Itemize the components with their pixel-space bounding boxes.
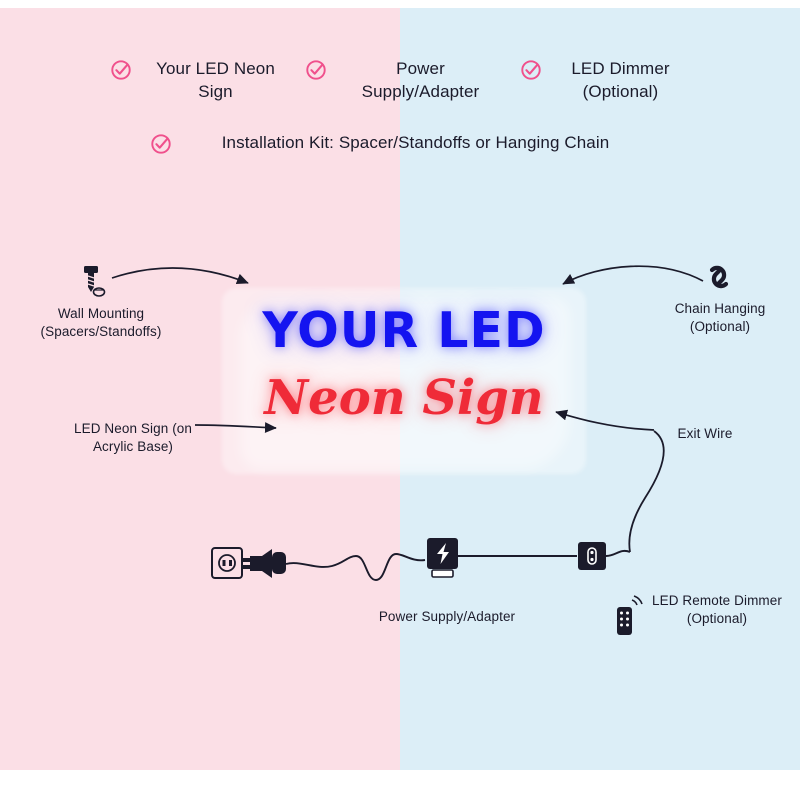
neon-sign-line2: Neon Sign	[264, 370, 544, 426]
callout-chain-hanging: Chain Hanging (Optional)	[674, 301, 766, 335]
power-plug-icon	[243, 549, 286, 578]
remote-control-icon	[617, 596, 642, 635]
callout-led-remote-dimmer: LED Remote Dimmer (Optional)	[652, 593, 782, 627]
checklist-item-label: Power Supply/Adapter	[361, 59, 480, 101]
checklist-item-label: Installation Kit: Spacer/Standoffs or Hanging Chain	[221, 132, 610, 152]
neon-sign-line1: YOUR LED	[262, 302, 546, 359]
cable-dimmer-to-exit	[606, 551, 630, 556]
power-adapter-icon	[427, 538, 458, 577]
dimmer-switch-icon	[578, 542, 606, 570]
cable-plug-to-adapter	[286, 554, 425, 580]
chain-link-icon	[712, 268, 726, 286]
callout-wall-mounting: Wall Mounting (Spacers/Standoffs)	[40, 306, 162, 340]
callout-exit-wire: Exit Wire	[677, 426, 733, 441]
arrow-wall-mounting	[112, 268, 248, 283]
callout-power-supply: Power Supply/Adapter	[378, 609, 516, 624]
callout-led-neon-sign: LED Neon Sign (on Acrylic Base)	[73, 421, 193, 455]
exit-wire-cable	[629, 431, 663, 552]
arrow-chain-hanging	[563, 266, 703, 284]
wall-socket-icon	[212, 548, 242, 578]
arrow-exit-wire	[556, 412, 654, 430]
screw-bolt-icon	[84, 266, 105, 296]
checklist-item-label: Your LED Neon Sign	[156, 59, 275, 101]
checklist-item-label: LED Dimmer (Optional)	[571, 59, 670, 101]
